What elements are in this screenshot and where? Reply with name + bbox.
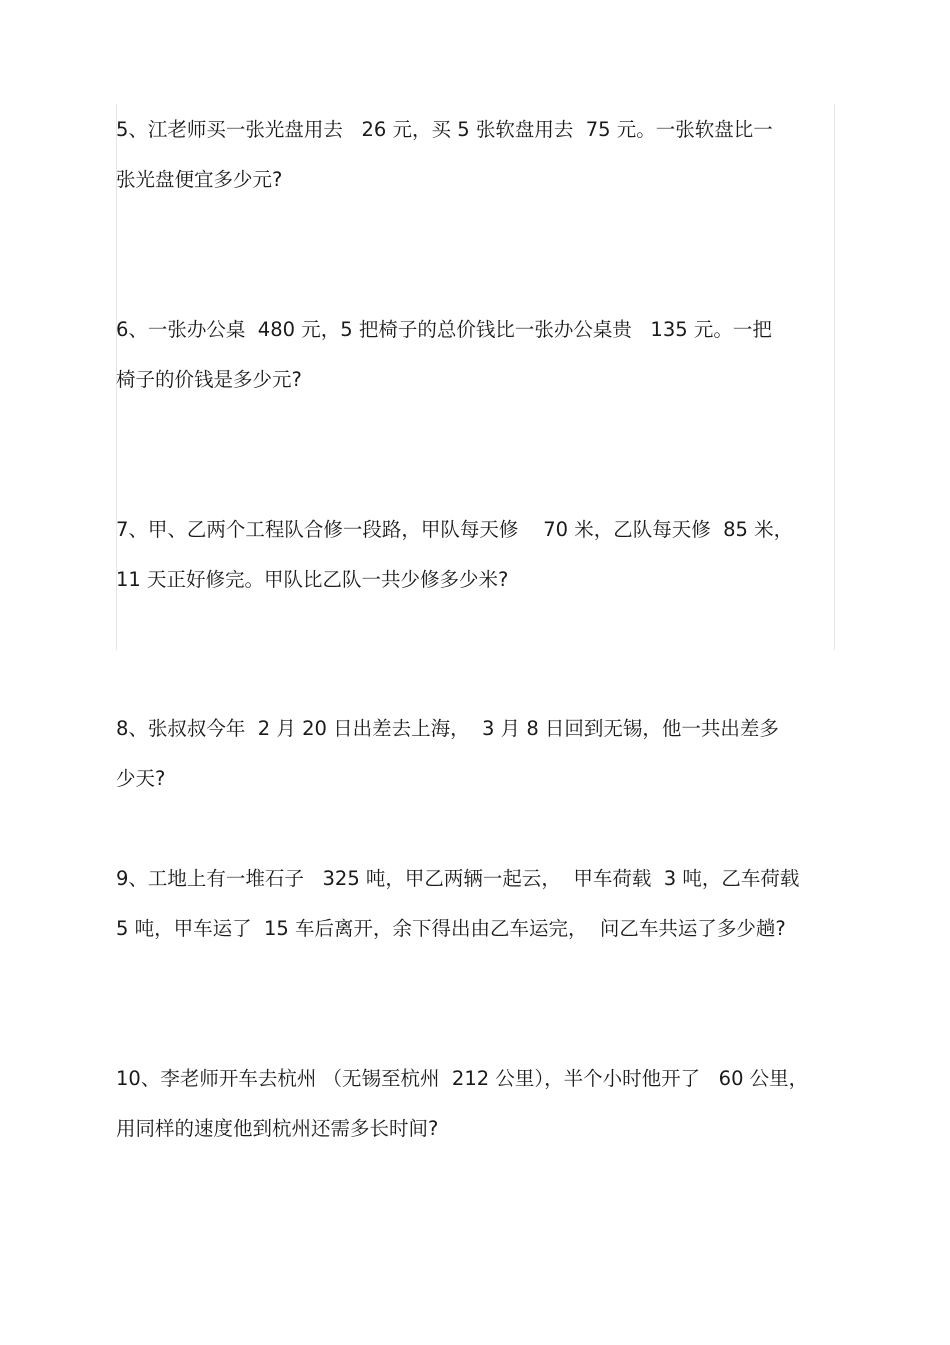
problem-5 [116,105,836,205]
problem-9 [116,854,836,954]
problem-8-line-1: 8、张叔叔今年 2 月 20 日出差去上海， 3 月 8 日回到无锡，他一共出差多 [116,717,779,740]
problem-9-line-1: 9、工地上有一堆石子 325 吨，甲乙两辆一起云， 甲车荷载 3 吨，乙车荷载 [116,867,800,890]
problem-8-line-2: 少天? [116,767,166,790]
problem-7-line-2: 11 天正好修完。甲队比乙队一共少修多少米? [116,568,509,591]
problem-6 [116,305,836,405]
problem-6-line-1: 6、一张办公桌 480 元，5 把椅子的总价钱比一张办公桌贵 135 元。一把 [116,318,772,341]
problem-10-line-1: 10、李老师开车去杭州 （无锡至杭州 212 公里），半个小时他开了 60 公里， [116,1067,809,1090]
problem-5-line-2: 张光盘便宜多少元? [116,168,283,191]
problem-7 [116,505,836,605]
problem-5-line-1: 5、江老师买一张光盘用去 26 元，买 5 张软盘用去 75 元。一张软盘比一 [116,118,773,141]
problem-10-line-2: 用同样的速度他到杭州还需多长时间? [116,1117,439,1140]
problem-7-line-1: 7、甲、乙两个工程队合修一段路，甲队每天修 70 米，乙队每天修 85 米， [116,518,794,541]
problem-6-line-2: 椅子的价钱是多少元? [116,368,302,391]
problem-10 [116,1054,836,1154]
problem-8 [116,704,836,804]
problem-9-line-2: 5 吨，甲车运了 15 车后离开，余下得出由乙车运完， 问乙车共运了多少趟? [116,917,786,940]
